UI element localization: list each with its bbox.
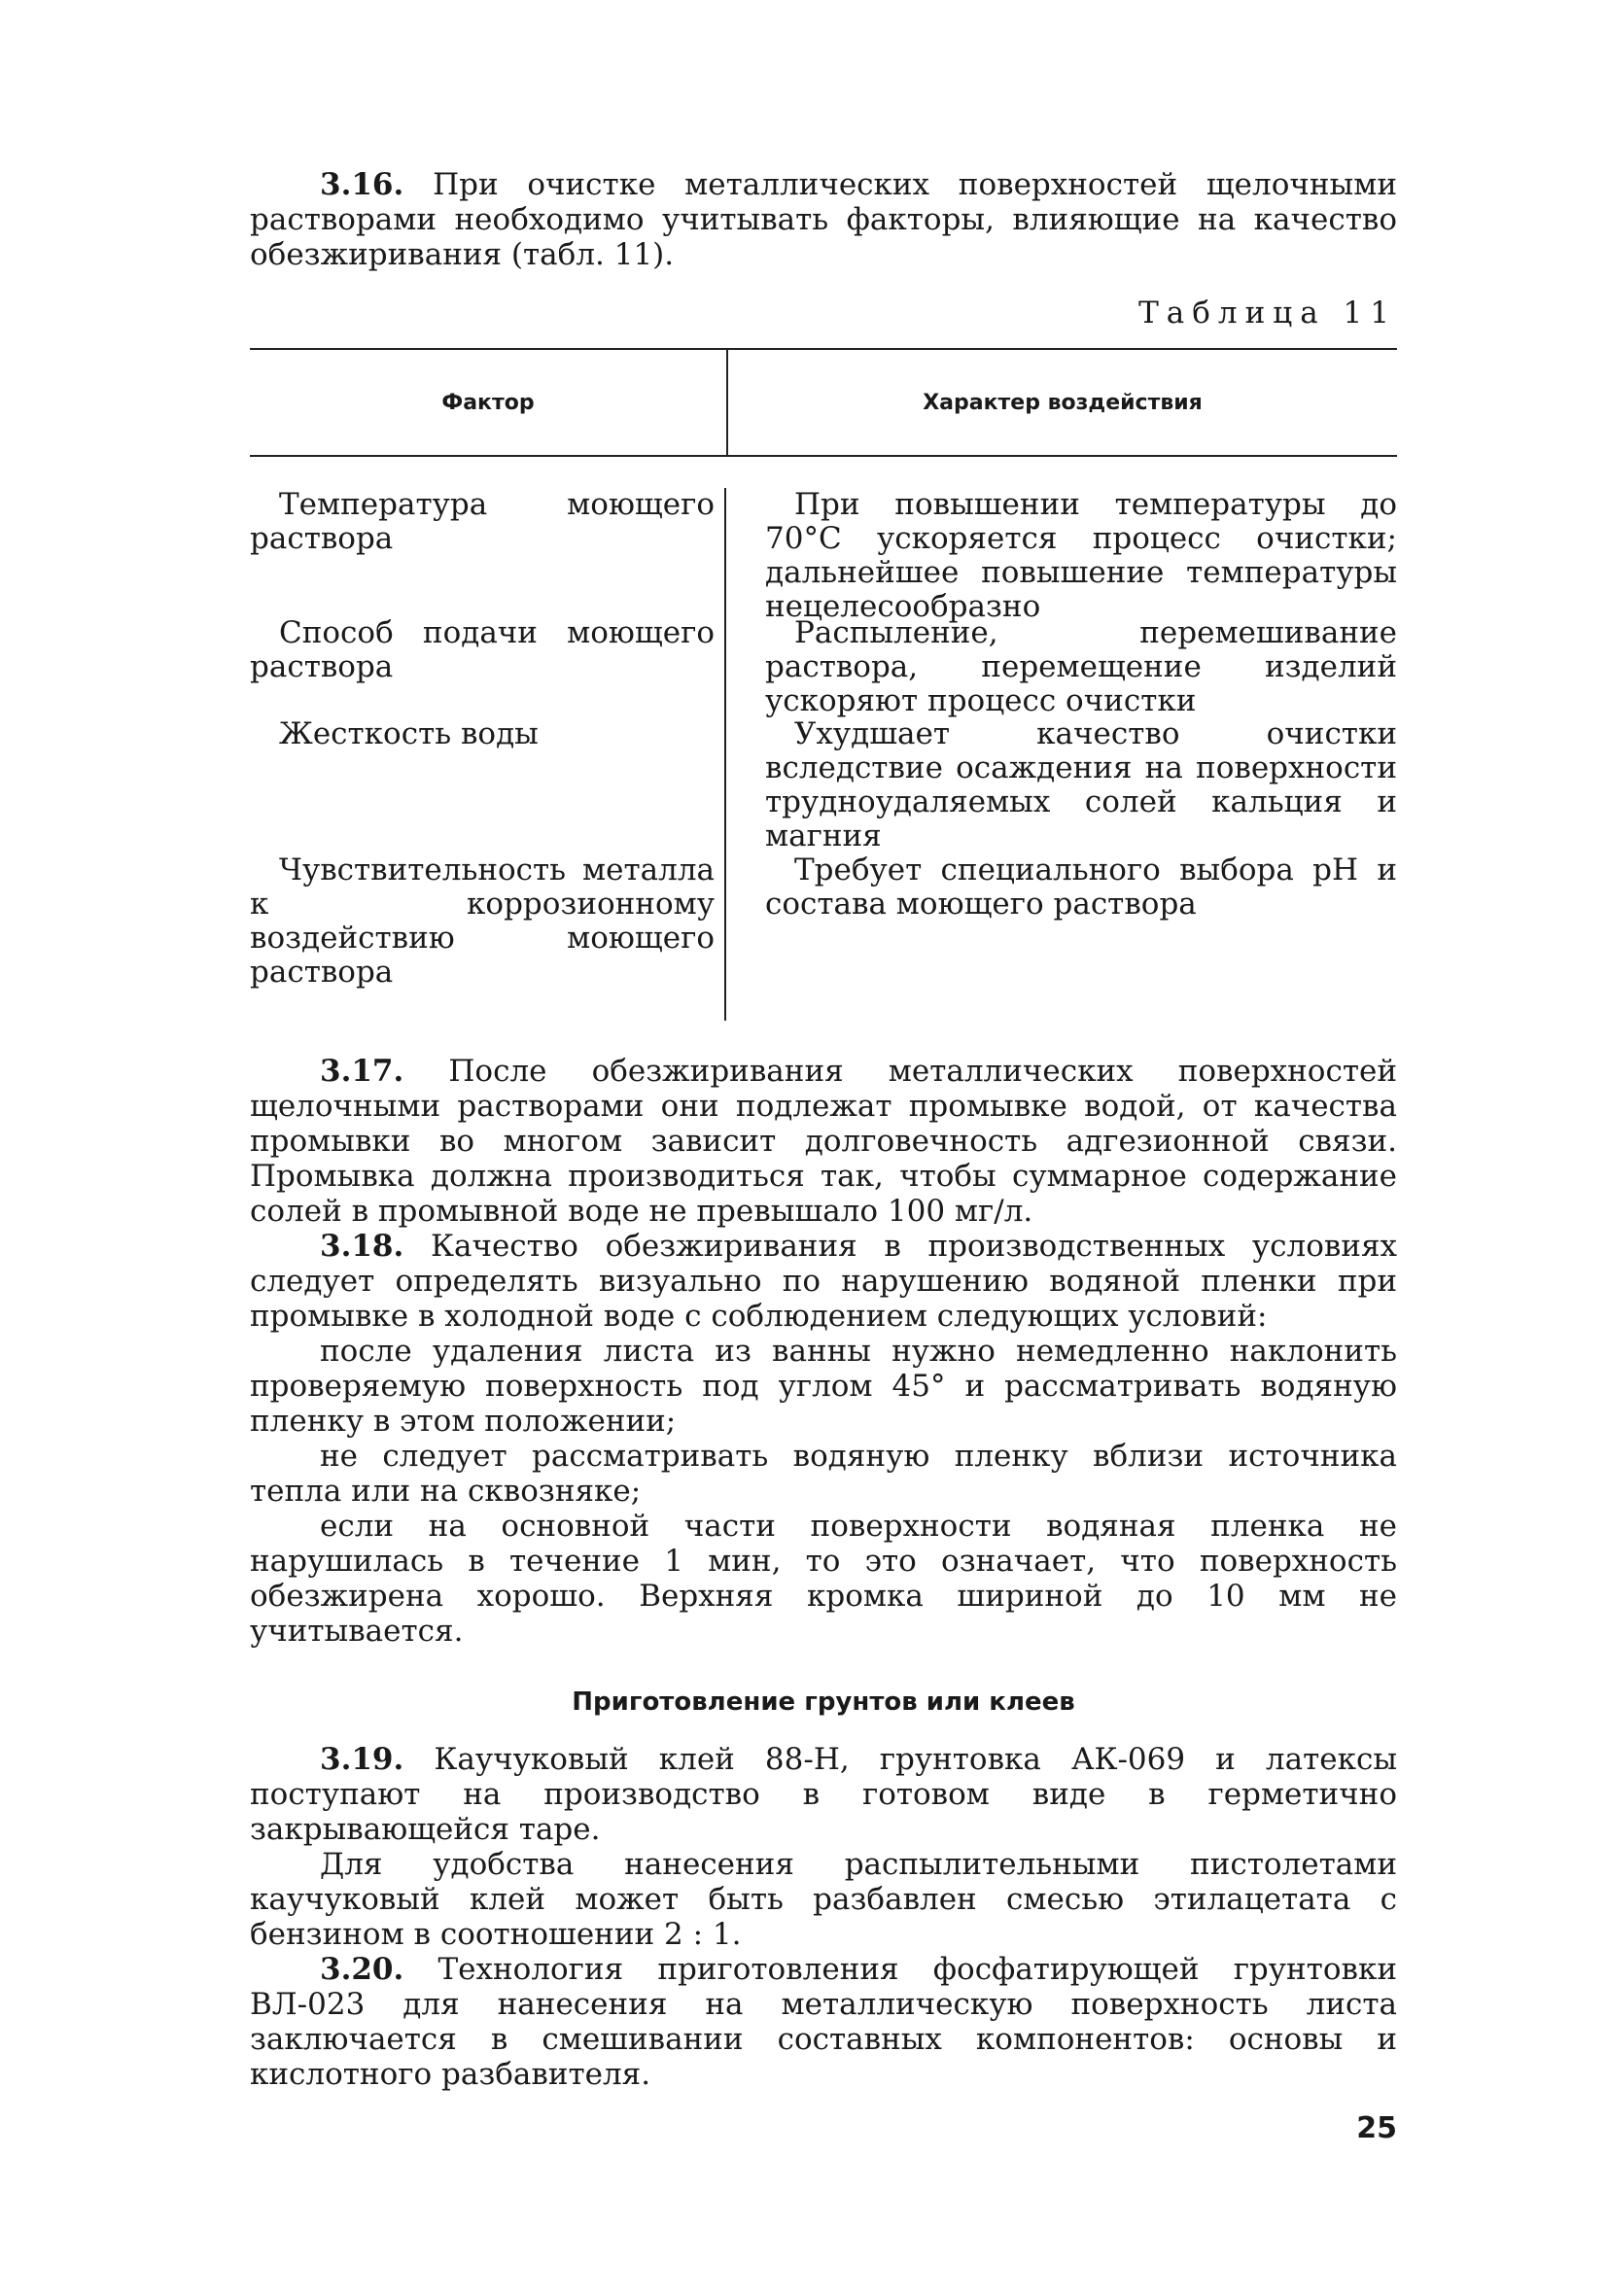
paragraph-text: После обезжиривания металлических поверхностей щелочными растворами они подлежат промывке водой, от качества промывки во многом зависит долговечность адгезионной связи. Промывка должна производиться так, чтобы суммарное содержание солей в промывной воде не превышало 100 мг/л.: [250, 1054, 1397, 1229]
effect-text: Ухудшает качество очистки вследствие осаждения на поверхности трудноудаляемых солей кальция и магния: [765, 716, 1397, 853]
paragraph-text: Каучуковый клей 88-Н, грунтовка АК-069 и латексы поступают на производство в готовом виде в герметично закрывающейся таре.: [250, 1742, 1398, 1847]
paragraph-number: 3.20.: [320, 1952, 404, 1987]
condition-item: после удаления листа из ванны нужно немедленно наклонить проверяемую поверхность под углом 45° и рассматривать водяную пленку в этом положении;: [250, 1334, 1397, 1439]
header-factor: Фактор: [250, 350, 728, 455]
effect-text: Распыление, перемешивание раствора, перемещение изделий ускоряют процесс очистки: [765, 615, 1397, 718]
paragraph-number: 3.19.: [320, 1742, 404, 1777]
header-effect: Характер воздействия: [923, 390, 1203, 415]
paragraph-3-19-continued: Для удобства нанесения распылительными пистолетами каучуковый клей может быть разбавлен смесью этилацетата с бензином в соотношении 2 : 1.: [250, 1847, 1397, 1952]
section-title: Приготовление грунтов или клеев: [572, 1687, 1075, 1717]
table-header: [250, 350, 1397, 457]
table-cell-effect: [765, 717, 1397, 853]
paragraph-number: 3.17.: [320, 1054, 404, 1089]
table-cell-factor: [250, 853, 715, 990]
paragraph-text: Технология приготовления фосфатирующей грунтовки ВЛ-023 для нанесения на металлическую поверхность листа заключается в смешивании составных компонентов: основы и кислотного разбавителя.: [250, 1952, 1397, 2092]
paragraph-3-20: [250, 1952, 1397, 2092]
effect-text: Требует специального выбора pH и состава моющего раствора: [765, 852, 1397, 922]
paragraph-3-17: [250, 1054, 1397, 1229]
effect-column: [726, 488, 1397, 1021]
factor-text: Чувствительность металла к коррозионному воздействию моющего раствора: [250, 852, 715, 990]
table-cell-factor: [250, 488, 715, 616]
paragraph-number: 3.16.: [320, 167, 404, 202]
table-11: [250, 348, 1397, 1021]
factor-text: Жесткость воды: [279, 716, 539, 751]
table-caption: Таблица 11: [1138, 296, 1397, 330]
paragraph-text: При очистке металлических поверхностей щелочными растворами необходимо учитывать факторы, влияющие на качество обезжиривания (табл. 11).: [250, 167, 1397, 272]
table-cell-effect: [765, 853, 1397, 922]
table-cell-factor: [250, 616, 715, 717]
paragraph-3-18: [250, 1229, 1397, 1334]
condition-item: не следует рассматривать водяную пленку вблизи источника тепла или на сквозняке;: [250, 1439, 1397, 1509]
table-cell-factor: [250, 717, 715, 853]
paragraph-text: Качество обезжиривания в производственных условиях следует определять визуально по нарушению водяной пленки при промывке в холодной воде с соблюдением следующих условий:: [250, 1229, 1398, 1334]
page-number: 25: [1356, 2111, 1397, 2145]
paragraph-number: 3.18.: [320, 1229, 404, 1264]
table-cell-effect: [765, 616, 1397, 717]
factor-column: [250, 488, 726, 1021]
page-body: [250, 167, 1397, 2092]
effect-text: При повышении температуры до 70°С ускоряется процесс очистки; дальнейшее повышение температуры нецелесообразно: [765, 487, 1397, 624]
paragraph-3-16: [250, 167, 1397, 272]
factor-text: Способ подачи моющего раствора: [250, 615, 715, 684]
table-cell-effect: [765, 487, 1397, 624]
paragraph-3-19: [250, 1742, 1397, 1847]
factor-text: Температура моющего раствора: [250, 487, 715, 556]
table-body: [250, 457, 1397, 1021]
condition-item: если на основной части поверхности водяная пленка не нарушилась в течение 1 мин, то это означает, что поверхность обезжирена хорошо. Верхняя кромка шириной до 10 мм не учитывается.: [250, 1509, 1397, 1649]
